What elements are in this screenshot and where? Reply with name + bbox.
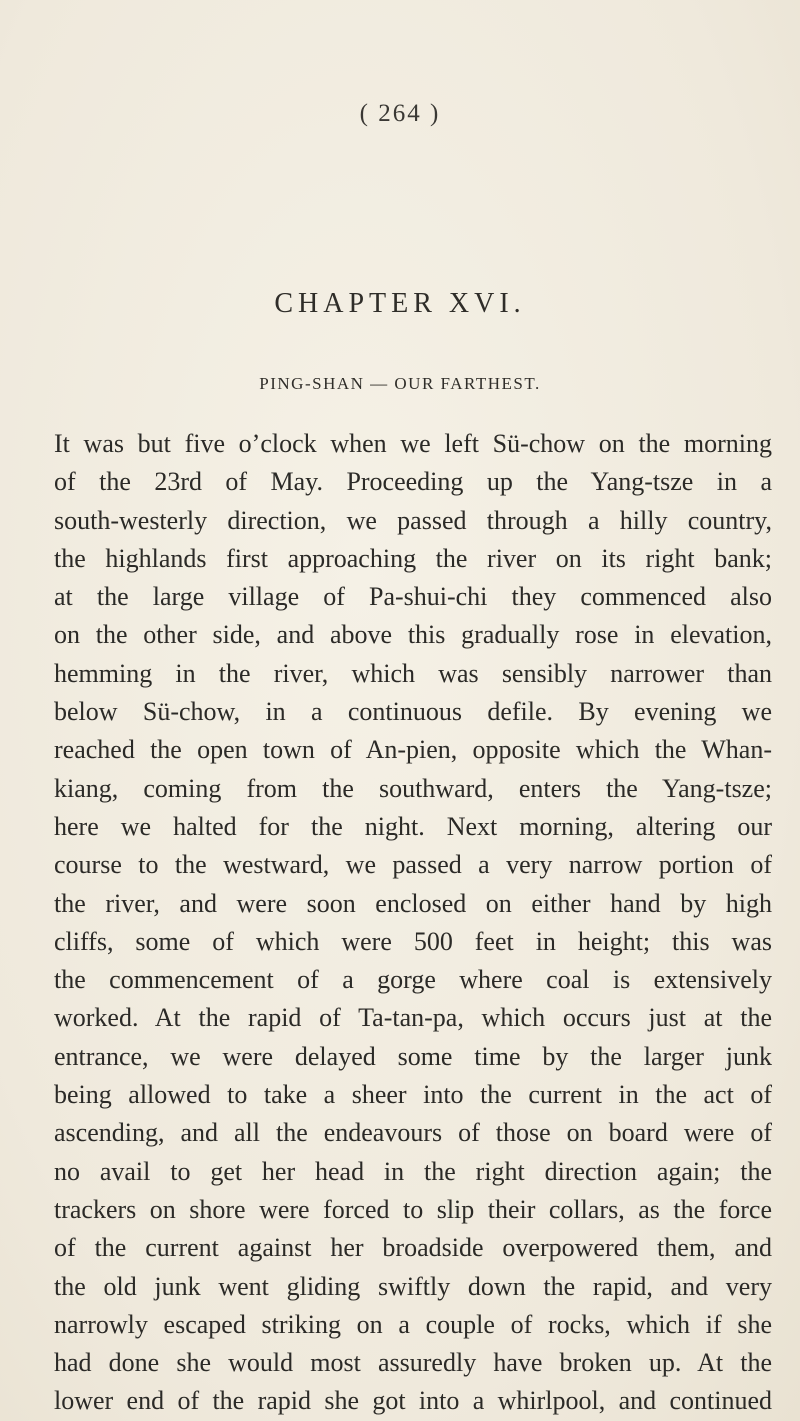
- text-line: of the current against her broadside overpowered them, and: [54, 1233, 772, 1263]
- text-line: cliffs, some of which were 500 feet in height; this was: [54, 926, 772, 956]
- text-line: worked. At the rapid of Ta-tan-pa, which occurs just at the: [54, 1003, 772, 1033]
- text-line: the river, and were soon enclosed on either hand by high: [54, 888, 772, 918]
- text-line: here we halted for the night. Next morning, altering our: [54, 811, 772, 841]
- body-paragraph: [54, 425, 772, 1421]
- text-line: being allowed to take a sheer into the current in the act of: [54, 1080, 772, 1110]
- text-line: It was but five o’clock when we left Sü-chow on the morning: [54, 429, 772, 458]
- page-number: ( 264 ): [359, 100, 441, 127]
- text-line: ascending, and all the endeavours of those on board were of: [54, 1118, 772, 1148]
- text-line: lower end of the rapid she got into a whirlpool, and continued: [54, 1386, 772, 1416]
- text-line: had done she would most assuredly have broken up. At the: [54, 1348, 772, 1378]
- text-line: the highlands first approaching the river on its right bank;: [54, 543, 772, 573]
- text-line: on the other side, and above this gradually rose in elevation,: [54, 620, 772, 650]
- text-line: trackers on shore were forced to slip their collars, as the force: [54, 1194, 772, 1224]
- text-line: course to the westward, we passed a very narrow portion of: [54, 850, 772, 880]
- text-line: kiang, coming from the southward, enters the Yang-tsze;: [54, 773, 772, 803]
- text-line: below Sü-chow, in a continuous defile. By evening we: [54, 697, 772, 727]
- text-line: no avail to get her head in the right direction again; the: [54, 1156, 772, 1186]
- text-line: the old junk went gliding swiftly down the rapid, and very: [54, 1271, 772, 1301]
- chapter-title: CHAPTER XVI.: [274, 288, 526, 319]
- text-line: entrance, we were delayed some time by the larger junk: [54, 1041, 772, 1071]
- text-line: of the 23rd of May. Proceeding up the Yang-tsze in a: [54, 467, 772, 497]
- text-line: reached the open town of An-pien, opposite which the Whan-: [54, 735, 772, 765]
- text-line: hemming in the river, which was sensibly narrower than: [54, 658, 772, 688]
- text-line: narrowly escaped striking on a couple of rocks, which if she: [54, 1309, 772, 1339]
- chapter-subtitle: PING-SHAN — OUR FARTHEST.: [259, 374, 541, 393]
- text-line: south-westerly direction, we passed through a hilly country,: [54, 505, 772, 535]
- text-line: at the large village of Pa-shui-chi they commenced also: [54, 582, 772, 612]
- text-line: the commencement of a gorge where coal is extensively: [54, 965, 772, 995]
